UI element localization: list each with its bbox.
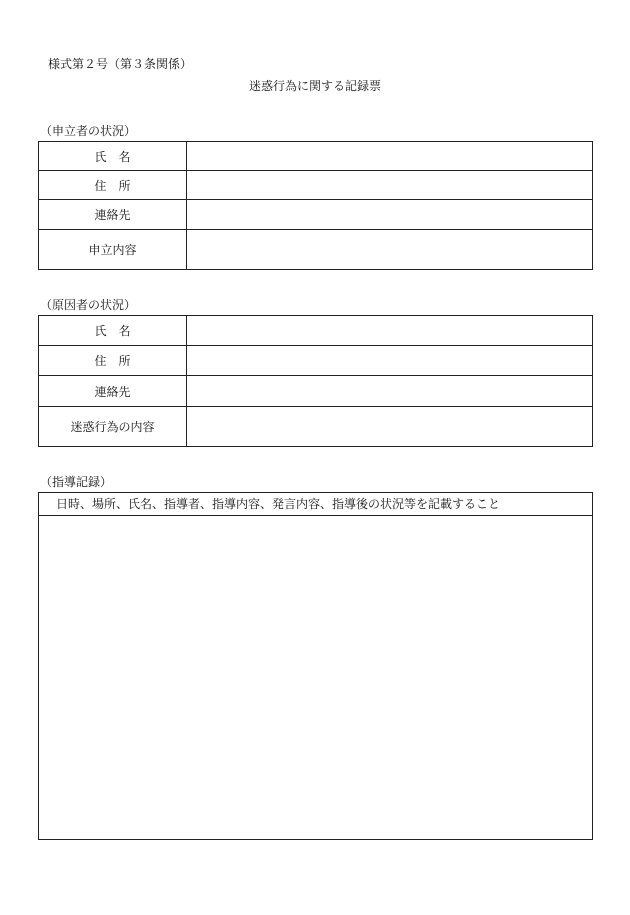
form-number: 様式第２号（第３条関係） (48, 57, 193, 71)
cause-table (38, 315, 593, 447)
applicant-address-field[interactable] (187, 171, 593, 200)
cause-name-field[interactable] (187, 316, 593, 346)
guidance-section-heading: （指導記録） (40, 475, 113, 489)
cause-contact-label: 連絡先 (39, 376, 187, 407)
applicant-complaint-field[interactable] (187, 230, 593, 270)
applicant-contact-label: 連絡先 (39, 200, 187, 230)
applicant-section-heading: （申立者の状況） (40, 124, 137, 138)
cause-address-field[interactable] (187, 346, 593, 376)
guidance-record-box (38, 492, 593, 840)
cause-section-heading: （原因者の状況） (40, 298, 137, 312)
cause-name-label: 氏 名 (39, 316, 187, 346)
cause-behavior-field[interactable] (187, 407, 593, 447)
applicant-address-label: 住 所 (39, 171, 187, 200)
table-row (39, 376, 593, 407)
table-row (39, 230, 593, 270)
applicant-name-field[interactable] (187, 142, 593, 171)
table-row (39, 407, 593, 447)
applicant-table (38, 141, 593, 270)
applicant-name-label: 氏 名 (39, 142, 187, 171)
table-row (39, 200, 593, 230)
table-row (39, 346, 593, 376)
cause-address-label: 住 所 (39, 346, 187, 376)
cause-contact-field[interactable] (187, 376, 593, 407)
table-row (39, 142, 593, 171)
applicant-contact-field[interactable] (187, 200, 593, 230)
applicant-complaint-label: 申立内容 (39, 230, 187, 270)
guidance-record-field[interactable] (39, 516, 592, 839)
document-title: 迷惑行為に関する記録票 (248, 79, 381, 93)
table-row (39, 316, 593, 346)
table-row (39, 171, 593, 200)
guidance-instruction: 日時、場所、氏名、指導者、指導内容、発言内容、指導後の状況等を記載すること (39, 493, 592, 516)
cause-behavior-label: 迷惑行為の内容 (39, 407, 187, 447)
